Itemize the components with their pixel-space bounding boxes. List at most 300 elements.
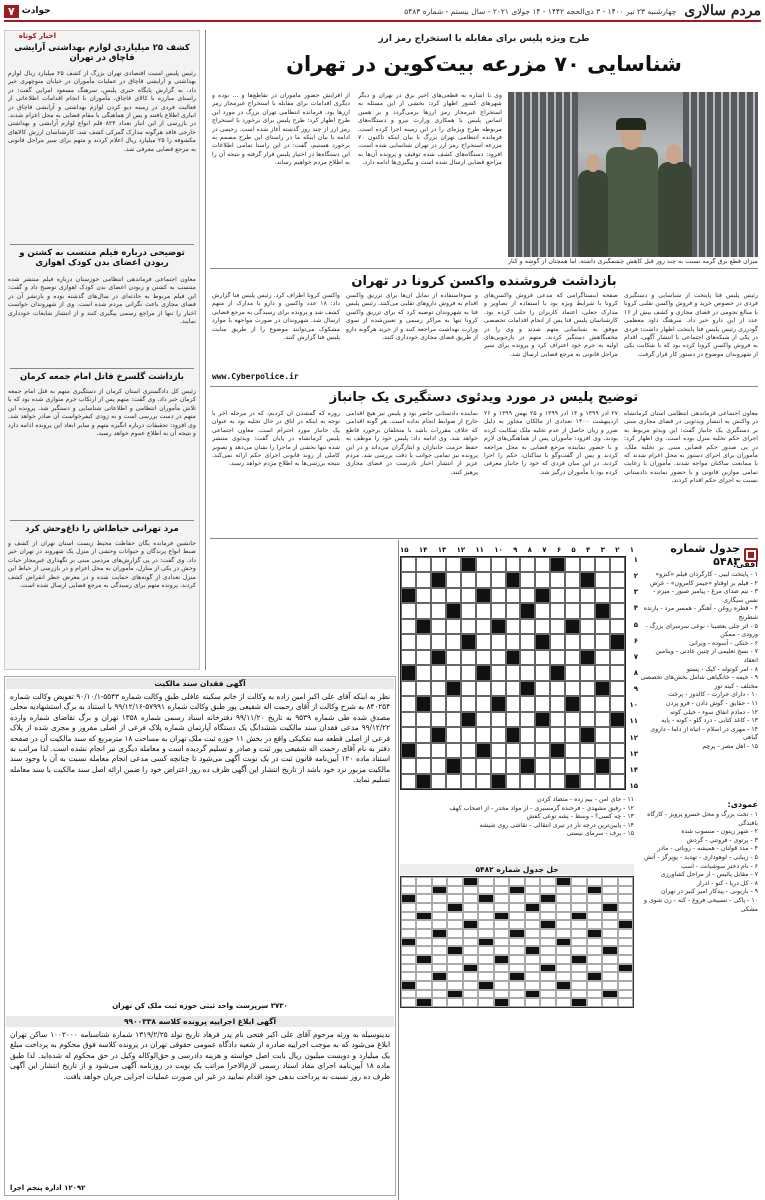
answer-cell[interactable] [401,696,416,711]
answer-cell[interactable] [431,588,446,603]
answer-cell[interactable] [580,712,595,727]
answer-cell[interactable] [520,634,535,649]
answer-cell[interactable] [431,681,446,696]
answer-cell[interactable] [401,681,416,696]
answer-cell[interactable] [416,557,431,572]
answer-cell[interactable] [550,774,565,789]
solution-cell [556,929,571,938]
solution-cell [525,929,540,938]
answer-cell[interactable] [416,712,431,727]
answer-cell[interactable] [431,758,446,773]
solution-black-cell [525,990,540,999]
down-clue: ۴ - مدد قولنان - همیشه - روباتی - مادر [657,845,758,853]
answer-cell[interactable] [580,774,595,789]
across-clue: ۱ - پایتخت لیبی - کارگردان فیلم «کنزو» [655,571,758,578]
answer-cell[interactable] [595,774,610,789]
solution-cell [494,903,509,912]
solution-cell [494,938,509,947]
answer-cell[interactable] [491,603,506,618]
solution-cell [447,972,462,981]
answer-cell[interactable] [506,681,521,696]
answer-cell[interactable] [401,650,416,665]
answer-cell[interactable] [491,572,506,587]
answer-cell[interactable] [416,681,431,696]
answer-cell[interactable] [431,712,446,727]
answer-cell[interactable] [520,712,535,727]
across-clue: ۱۴ - مهری در اسلام - اتیاه از داما - داروی گیاهی [650,725,758,742]
answer-cell[interactable] [550,696,565,711]
solution-black-cell [525,903,540,912]
solution-cell [416,920,431,929]
answer-cell[interactable] [565,634,580,649]
answer-cell[interactable] [580,634,595,649]
solution-cell [401,972,416,981]
answer-cell[interactable] [431,619,446,634]
answer-cell[interactable] [446,727,461,742]
solution-cell [525,964,540,973]
answer-cell[interactable] [535,743,550,758]
answer-cell[interactable] [446,588,461,603]
answer-cell[interactable] [491,681,506,696]
answer-cell[interactable] [506,557,521,572]
answer-cell[interactable] [595,650,610,665]
black-cell [595,758,610,773]
across-clue: ۷ - نسخ تعلیمی از چنین عادتی - ویتامین انعقاد [655,648,758,664]
solution-cell [618,886,633,895]
answer-cell[interactable] [446,650,461,665]
sidebar-story-4-body: جانشین فرمانده یگان حفاظت محیط زیست استان تهران از کشف و ضبط انواع پرندگان و حیوانات وحشی از منزل یک شهروند در تهران خبر داد. وی گفت: در پی گزارش‌های مردمی مبنی بر نگهداری غیرمجاز حیات وحش در یکی از منازل، مأموران به محل اعزام و در بازرسی از حیاط این منزل تعدادی از گونه‌های حمایت شده و در معرض خطر انقراض کشف کردند. پرونده متهم برای رسیدگی به مرجع قضایی ارسال شده است. [8,540,196,590]
answer-cell[interactable] [535,619,550,634]
lead-column-3: از افزایش حضور مأموران در تقاطع‌ها و … بوده و دیگری اقدامات برای مقابله با استخراج غیرمجاز رمز ارزها بود. فرمانده انتظامی تهران بزرگ در مورد این طرح اظهار کرد: طرح پلیس برای برخورد با استخراج رمز ارز از چند روز گذشته آغاز شده است. رحیمی در ادامه با بیان اینکه ما در راستای این طرح مصمم به برخورد هستیم، گفت: در این راستا تمامی اطلاعات این دستگاه‌ها در اختیار پلیس قرار گرفته و نتیجه آن را به اطلاع مردم خواهیم رساند. [212,92,350,167]
answer-cell[interactable] [416,743,431,758]
solution-cell [571,903,586,912]
black-cell [565,619,580,634]
across-clue: ۱۲ - دمادم انفاق سوء - خیلی کوته [669,708,758,716]
answer-cell[interactable] [431,603,446,618]
solution-cell [432,912,447,921]
black-cell [565,696,580,711]
solution-cell [494,877,509,886]
across-clue: ۸ - امر کوتوله - کپک - پستو [686,665,758,673]
answer-cell[interactable] [565,572,580,587]
black-cell [446,681,461,696]
solution-cell [525,912,540,921]
answer-cell[interactable] [550,712,565,727]
solution-cell [416,877,431,886]
answer-cell[interactable] [446,743,461,758]
answer-cell[interactable] [550,588,565,603]
answer-cell[interactable] [446,712,461,727]
solution-cell [463,894,478,903]
solution-cell [602,938,617,947]
answer-cell[interactable] [446,634,461,649]
answer-cell[interactable] [506,665,521,680]
answer-cell[interactable] [416,727,431,742]
answer-cell[interactable] [476,619,491,634]
answer-cell[interactable] [550,758,565,773]
solution-cell [401,920,416,929]
solution-cell [478,990,493,999]
answer-cell[interactable] [595,712,610,727]
black-cell [610,634,625,649]
answer-cell[interactable] [491,588,506,603]
solution-cell [416,903,431,912]
answer-cell[interactable] [595,634,610,649]
answer-cell[interactable] [565,588,580,603]
jabbar-column-1: معاون اجتماعی فرماندهی انتظامی استان کرمانشاه در واکنش به انتشار ویدئویی در فضای مجازی مبنی بر دستگیری یک جانباز گفت: این ویدئو مربوط به اجرای حکم تخلیه منزل بوده است. وی اظهار کرد: در پی صدور حکم قضایی مبنی بر تخلیه ملک، مأموران برای اجرای دستور به محل اعزام شدند که با ممانعت ساکنان مواجه شدند. مأموران با رعایت تمامی موازین قانونی و با حضور نماینده دادستانی نسبت به اجرای حکم اقدام کردند. [624,410,758,485]
answer-cell[interactable] [595,665,610,680]
answer-cell[interactable] [610,650,625,665]
answer-cell[interactable] [461,758,476,773]
column-number: ۱۲ [456,546,466,554]
down-clue: ۲ - شهر زیتون - منسوب شده [681,828,758,836]
answer-cell[interactable] [595,696,610,711]
across-clue: ۱۰ - دارای حرارت - کالدوز - پرخت [668,691,758,699]
answer-cell[interactable] [401,572,416,587]
answer-cell[interactable] [506,758,521,773]
solution-cell [447,877,462,886]
solution-cell [416,981,431,990]
answer-cell[interactable] [461,588,476,603]
answer-cell[interactable] [550,619,565,634]
black-cell [491,696,506,711]
answer-cell[interactable] [520,743,535,758]
black-cell [491,619,506,634]
answer-cell[interactable] [565,727,580,742]
extra-clues [400,796,634,839]
answer-cell[interactable] [506,619,521,634]
answer-cell[interactable] [431,557,446,572]
section-tag [4,5,51,18]
black-cell [506,727,521,742]
answer-cell[interactable] [506,603,521,618]
answer-cell[interactable] [550,650,565,665]
column-number: ۱۵ [400,546,409,554]
row-number: ۶ [633,636,638,645]
answer-cell[interactable] [446,696,461,711]
solution-cell [556,990,571,999]
solution-cell [494,920,509,929]
answer-cell[interactable] [520,665,535,680]
across-clue: ۱۳ - کاغذ کتابی - درد گلو - کونه - پایه [661,717,758,725]
answer-cell[interactable] [431,774,446,789]
solution-black-cell [556,981,571,990]
answer-cell[interactable] [520,557,535,572]
answer-cell[interactable] [476,681,491,696]
answer-cell[interactable] [491,665,506,680]
answer-cell[interactable] [401,557,416,572]
answer-cell[interactable] [565,758,580,773]
solution-cell [602,929,617,938]
answer-cell[interactable] [610,557,625,572]
answer-cell[interactable] [416,758,431,773]
crossword-row-numbers [628,556,638,790]
answer-cell[interactable] [461,572,476,587]
answer-cell[interactable] [610,681,625,696]
answer-cell[interactable] [491,557,506,572]
answer-cell[interactable] [580,743,595,758]
crossword-column-numbers [400,546,634,554]
black-cell [431,727,446,742]
black-cell [446,758,461,773]
answer-cell[interactable] [520,650,535,665]
answer-cell[interactable] [610,665,625,680]
answer-cell[interactable] [476,712,491,727]
answer-cell[interactable] [476,650,491,665]
answer-cell[interactable] [550,634,565,649]
solution-cell [556,946,571,955]
answer-cell[interactable] [610,758,625,773]
column-number: ۴ [585,546,591,554]
answer-cell[interactable] [520,572,535,587]
answer-cell[interactable] [565,665,580,680]
answer-cell[interactable] [580,619,595,634]
answer-cell[interactable] [446,619,461,634]
black-cell [520,681,535,696]
answer-cell[interactable] [610,743,625,758]
solution-black-cell [447,946,462,955]
solution-black-cell [509,929,524,938]
answer-cell[interactable] [595,743,610,758]
answer-cell[interactable] [565,712,580,727]
solution-cell [618,938,633,947]
answer-cell[interactable] [401,634,416,649]
answer-cell[interactable] [580,603,595,618]
answer-cell[interactable] [535,758,550,773]
answer-cell[interactable] [416,588,431,603]
answer-cell[interactable] [461,727,476,742]
solution-cell [571,920,586,929]
answer-cell[interactable] [565,557,580,572]
answer-cell[interactable] [610,572,625,587]
answer-cell[interactable] [595,557,610,572]
solution-black-cell [540,920,555,929]
answer-cell[interactable] [565,681,580,696]
answer-cell[interactable] [416,603,431,618]
column-number: ۱ [629,546,634,554]
solution-black-cell [416,912,431,921]
solution-cell [416,894,431,903]
down-clue: ۳ - پرتوی - فروتنی - گردش [686,836,758,844]
answer-cell[interactable] [476,774,491,789]
answer-cell[interactable] [610,696,625,711]
black-cell [550,665,565,680]
solution-cell [447,886,462,895]
solution-cell [432,990,447,999]
black-cell [416,774,431,789]
answer-cell[interactable] [446,665,461,680]
solution-cell [463,938,478,947]
solution-cell [401,955,416,964]
sidebar-story-3-headline: بازداشت گلسرخ قاتل امام جمعه کرمان [19,372,185,382]
answer-cell[interactable] [610,603,625,618]
answer-cell[interactable] [565,650,580,665]
answer-cell[interactable] [506,774,521,789]
answer-cell[interactable] [595,588,610,603]
answer-cell[interactable] [431,743,446,758]
answer-cell[interactable] [446,572,461,587]
answer-cell[interactable] [580,758,595,773]
answer-cell[interactable] [416,650,431,665]
answer-cell[interactable] [520,588,535,603]
answer-cell[interactable] [491,743,506,758]
black-cell [401,588,416,603]
answer-cell[interactable] [520,619,535,634]
police-photo [508,92,758,257]
answer-cell[interactable] [550,681,565,696]
answer-cell[interactable] [535,557,550,572]
answer-cell[interactable] [610,619,625,634]
solution-cell [540,929,555,938]
row-number: ۸ [633,668,638,677]
answer-cell[interactable] [506,634,521,649]
answer-cell[interactable] [476,727,491,742]
answer-cell[interactable] [401,603,416,618]
answer-cell[interactable] [535,572,550,587]
answer-cell[interactable] [520,774,535,789]
answer-cell[interactable] [476,634,491,649]
answer-cell[interactable] [491,758,506,773]
answer-cell[interactable] [610,588,625,603]
answer-cell[interactable] [535,603,550,618]
answer-cell[interactable] [401,727,416,742]
more-clue: ۱۱ - جای امن - بیم زده - متضاد کردن [537,796,634,803]
answer-cell[interactable] [506,696,521,711]
answer-cell[interactable] [431,665,446,680]
solution-cell [509,938,524,947]
black-cell [595,603,610,618]
answer-cell[interactable] [431,696,446,711]
answer-cell[interactable] [535,696,550,711]
answer-cell[interactable] [506,743,521,758]
vaccine-headline: بازداشت فروشنده واکسن کرونا در تهران [351,274,617,289]
answer-cell[interactable] [431,634,446,649]
answer-cell[interactable] [446,557,461,572]
black-cell [461,634,476,649]
answer-cell[interactable] [565,743,580,758]
answer-cell[interactable] [580,681,595,696]
answer-cell[interactable] [535,650,550,665]
answer-cell[interactable] [476,557,491,572]
answer-cell[interactable] [401,774,416,789]
answer-cell[interactable] [461,681,476,696]
answer-cell[interactable] [446,774,461,789]
answer-cell[interactable] [461,603,476,618]
answer-cell[interactable] [550,727,565,742]
answer-cell[interactable] [476,696,491,711]
solution-cell [556,912,571,921]
answer-cell[interactable] [476,572,491,587]
black-cell [476,743,491,758]
solution-cell [509,877,524,886]
solution-black-cell [478,894,493,903]
answer-cell[interactable] [580,588,595,603]
solution-cell [478,920,493,929]
answer-cell[interactable] [580,665,595,680]
solution-cell [571,964,586,973]
column-number: ۱۱ [475,546,484,554]
answer-cell[interactable] [491,634,506,649]
answer-cell[interactable] [461,650,476,665]
solution-cell [401,877,416,886]
answer-cell[interactable] [535,727,550,742]
black-cell [535,634,550,649]
answer-cell[interactable] [461,774,476,789]
sidebar-story-3-body: رئیس کل دادگستری استان کرمان از دستگیری متهم به قتل امام جمعه کرمان خبر داد. وی گفت: متهم پس از ارتکاب جرم متواری شده بود که با تلاش مأموران انتظامی و اطلاعاتی شناسایی و دستگیر شد. پرونده این متهم در دست بررسی است و به زودی کیفرخواست آن صادر خواهد شد. وی افزود: تحقیقات درباره انگیزه متهم و سایر ابعاد این پرونده ادامه دارد و نتیجه آن به اطلاع عموم خواهد رسید. [8,388,196,438]
answer-cell[interactable] [506,588,521,603]
solution-cell [478,912,493,921]
answer-cell[interactable] [535,681,550,696]
solution-cell [509,946,524,955]
answer-cell[interactable] [535,665,550,680]
solution-cell [540,938,555,947]
answer-cell[interactable] [595,619,610,634]
answer-cell[interactable] [476,758,491,773]
vaccine-column-1: رئیس پلیس فتا پایتخت از شناسایی و دستگیری فردی در خصوص خرید و فروش واکسن تقلبی کرونا با مبالغ نجومی در فضای مجازی و کشف بیش از ۱۶ عدد از این دارو خبر داد. سرهنگ داود معظمی گودرزی رئیس پلیس فتا پایتخت اظهار داشت: فردی در یکی از شبکه‌های اجتماعی با انتشار آگهی، اقدام به فروش واکسن کرونا کرده بود که با شکایت یکی از شهروندان موضوع در دستور کار قرار گرفت. [624,292,758,358]
answer-cell[interactable] [416,634,431,649]
row-number: ۳ [633,588,638,597]
answer-cell[interactable] [416,572,431,587]
answer-cell[interactable] [476,603,491,618]
across-clue: ۶ - خنکی - آسوده - ویرانی [689,639,758,647]
answer-cell[interactable] [550,603,565,618]
answer-cell[interactable] [580,557,595,572]
masthead: مردم سالاری [684,3,761,19]
solution-black-cell [494,998,509,1007]
solution-cell [525,972,540,981]
solution-cell [571,894,586,903]
row-number: ۲ [633,572,638,581]
answer-cell[interactable] [535,774,550,789]
across-clue: ۴ - قطره روغن - آهنگر - همسر مرد - بازنده شطرنج [643,605,758,621]
black-cell [595,681,610,696]
solution-cell [602,877,617,886]
answer-cell[interactable] [491,712,506,727]
answer-cell[interactable] [520,727,535,742]
solution-cell [447,929,462,938]
answer-cell[interactable] [506,712,521,727]
answer-cell[interactable] [520,696,535,711]
answer-cell[interactable] [610,727,625,742]
crossword-grid[interactable] [400,556,626,790]
answer-cell[interactable] [416,665,431,680]
answer-cell[interactable] [461,696,476,711]
answer-cell[interactable] [461,743,476,758]
cyberpolice-url[interactable]: www.Cyberpolice.ir [212,372,299,381]
answer-cell[interactable] [580,696,595,711]
answer-cell[interactable] [401,758,416,773]
answer-cell[interactable] [610,774,625,789]
solution-cell [463,886,478,895]
answer-cell[interactable] [461,665,476,680]
answer-cell[interactable] [595,572,610,587]
solution-cell [463,903,478,912]
answer-cell[interactable] [401,712,416,727]
answer-cell[interactable] [550,572,565,587]
answer-cell[interactable] [401,619,416,634]
answer-cell[interactable] [491,650,506,665]
solution-cell [432,903,447,912]
answer-cell[interactable] [565,603,580,618]
answer-cell[interactable] [461,619,476,634]
page-number: ۷ [4,5,19,18]
solution-cell [587,998,602,1007]
solution-cell [571,877,586,886]
solution-black-cell [463,877,478,886]
solution-cell [463,946,478,955]
answer-cell[interactable] [595,727,610,742]
answer-cell[interactable] [491,727,506,742]
